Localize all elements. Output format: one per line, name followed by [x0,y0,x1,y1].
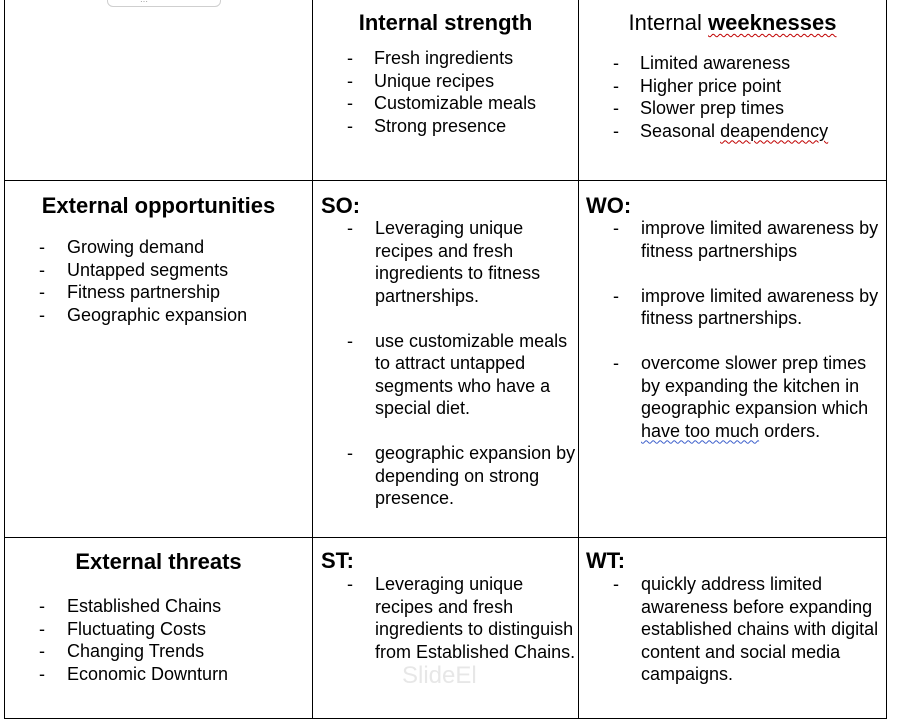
weaknesses-cell [579,0,887,181]
drag-handle-icon: ⋯ [140,0,149,6]
list-item: - Leveraging unique recipes and fresh ingredients to fitness partnerships. [313,217,578,307]
weaknesses-list [579,52,886,142]
list-item-prefix: Seasonal [640,120,721,141]
list-item [579,352,886,442]
threats-list [5,595,312,685]
list-item: - Higher price point [579,75,886,98]
list-item: - Limited awareness [579,52,886,75]
opportunities-list [5,236,312,326]
list-item: - improve limited awareness by fitness partnerships. [579,285,886,330]
misspelled-word: deapendency [720,120,829,141]
wt-label: WT: [586,548,626,573]
list-item-text: overcome slower prep times by expanding the kitchen in geographic expansion which [641,353,869,418]
opportunities-heading: External opportunities [41,193,276,218]
threats-cell [5,538,313,719]
threats-heading: External threats [75,549,242,574]
list-item: - Changing Trends [5,640,312,663]
wo-label: WO: [586,193,632,218]
list-item: - improve limited awareness by fitness partnerships [579,217,886,262]
st-label: ST: [321,548,354,573]
list-item: - Fresh ingredients [313,47,578,70]
so-cell [313,181,579,538]
list-item: - quickly address limited awareness before expanding established chains with digital content and social media campaigns. [579,573,886,686]
list-item-text: orders. [759,420,821,441]
weaknesses-heading [579,10,886,36]
list-item: - Slower prep times [579,97,886,120]
strengths-heading: Internal strength [358,10,533,35]
list-item: - Economic Downturn [5,663,312,686]
swot-table [4,0,887,719]
wo-list [579,217,886,442]
wt-cell [579,538,887,719]
corner-cell [5,0,313,181]
wt-list [579,573,886,686]
opportunities-cell [5,181,313,538]
list-item: - Fitness partnership [5,281,312,304]
strengths-list [313,47,578,137]
list-item: - Fluctuating Costs [5,618,312,641]
wo-cell [579,181,887,538]
list-item: - Customizable meals [313,92,578,115]
list-item: - Established Chains [5,595,312,618]
list-item: - Unique recipes [313,70,578,93]
layout-handle-widget[interactable] [107,0,221,7]
st-cell [313,538,579,719]
list-item: - Strong presence [313,115,578,138]
weaknesses-heading-word: weeknesses [708,10,837,35]
list-item: - use customizable meals to attract untapped segments who have a special diet. [313,330,578,420]
list-item: - Growing demand [5,236,312,259]
list-item: - Geographic expansion [5,304,312,327]
weaknesses-heading-prefix: Internal [628,10,709,35]
watermark: SlideEl [402,662,477,689]
so-label: SO: [321,193,361,218]
list-item: - geographic expansion by depending on strong presence. [313,442,578,510]
list-item [579,120,886,143]
grammar-flagged-text: have too much [641,420,760,441]
st-list [313,573,578,663]
list-item: - Leveraging unique recipes and fresh ingredients to distinguish from Established Chains. [313,573,578,663]
so-list [313,217,578,510]
list-item: - Untapped segments [5,259,312,282]
strengths-cell [313,0,579,181]
